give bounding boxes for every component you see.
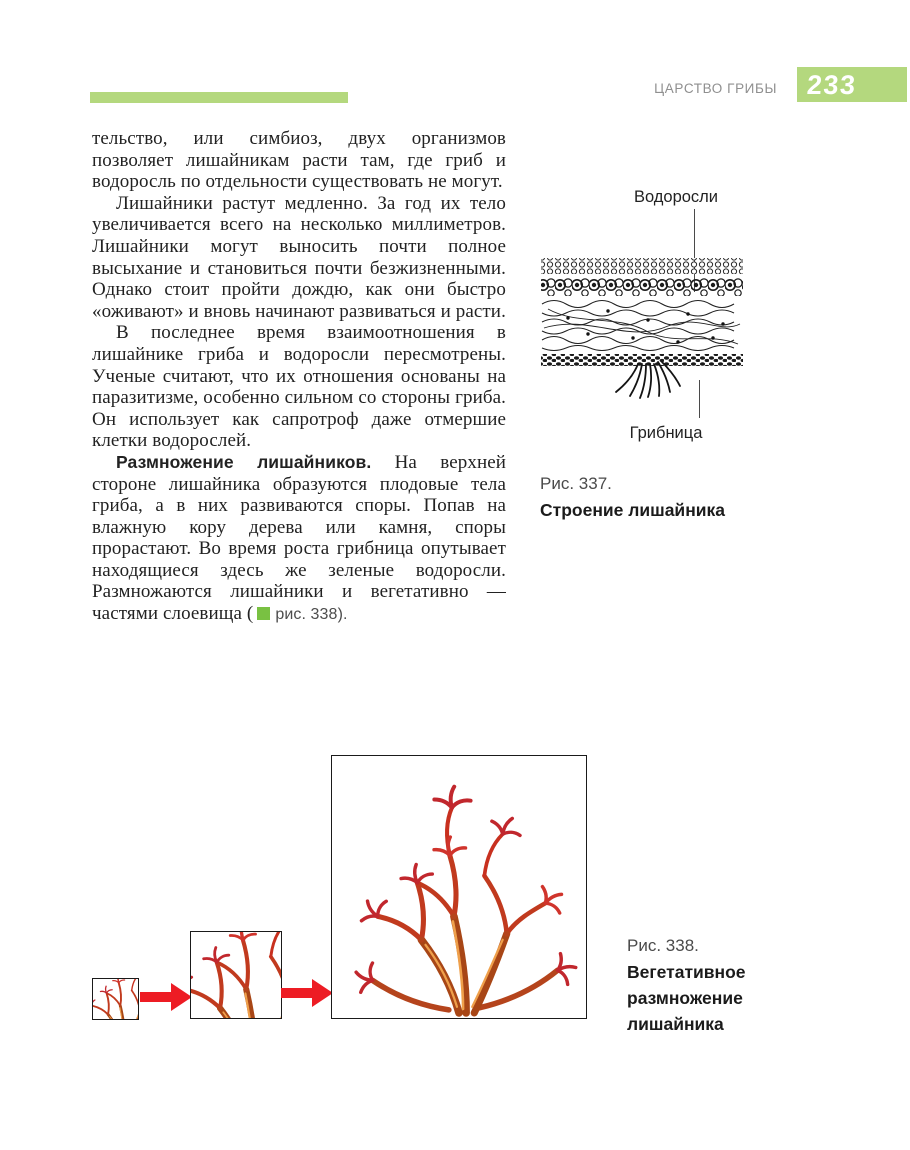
mycelium-label: Грибница bbox=[629, 424, 703, 442]
section-accent-bar bbox=[90, 92, 348, 103]
arrow-right-icon bbox=[140, 982, 192, 1012]
lichen-cross-section-illustration bbox=[538, 254, 748, 399]
running-head: ЦАРСТВО ГРИБЫ bbox=[654, 81, 777, 96]
caption-337-number: Рис. 337. bbox=[540, 474, 612, 493]
figure-reference-close: ). bbox=[337, 606, 348, 624]
lichen-stage-medium bbox=[190, 931, 282, 1019]
lichen-fragment-small-illustration bbox=[93, 979, 138, 1019]
figure-reference: рис. 338 bbox=[275, 606, 338, 624]
caption-338-number: Рис. 338. bbox=[627, 936, 699, 955]
arrow-right-icon bbox=[281, 978, 333, 1008]
lichen-stage-large bbox=[331, 755, 587, 1019]
text-column bbox=[92, 128, 506, 626]
paragraph-lead-bold: Размножение лишайников. bbox=[116, 451, 372, 472]
lichen-stage-small bbox=[92, 978, 139, 1020]
page-number: 233 bbox=[805, 70, 858, 100]
lichen-fragment-medium-illustration bbox=[191, 932, 281, 1018]
lichen-full-illustration bbox=[332, 756, 586, 1018]
page-number-box bbox=[797, 67, 907, 102]
paragraph-1: тельство, или симбиоз, двух организмов позволяет лишайникам расти там, где гриб и водоросль по отдельности существовать не могут. bbox=[92, 128, 506, 193]
paragraph-3: В последнее время взаимоотношения в лишайнике гриба и водоросли пересмотрены. Ученые считают, что их отношения основаны на паразитизме, особенно сильном со стороны гриба. Он использует как сапротроф даже отмершие клетки водорослей. bbox=[92, 322, 506, 452]
caption-337-title: Строение лишайника bbox=[540, 500, 726, 520]
paragraph-4 bbox=[92, 452, 506, 626]
paragraph-text: На верхней стороне лишайника образуются плодовые тела гриба, а в них развиваются споры. Попав на влажную кору дерева или камня, споры прорастают. Во время роста грибница опутывает находящиеся здесь же зеленые водоросли. Размножаются лишайники и вегетативно — частями слоевища ( bbox=[92, 451, 507, 625]
paragraph-2: Лишайники растут медленно. За год их тело увеличивается всего на несколько миллиметров. Лишайники могут выносить почти полное высыхание и становиться почти безжизненными. Однако стоит пройти дождю, как они быстро «оживают» и вновь начинают развиваться и расти. bbox=[92, 192, 506, 322]
figure-marker-icon bbox=[257, 607, 270, 620]
caption-338-title: Вегетативное размножение лишайника bbox=[627, 962, 746, 1034]
figure-338-caption bbox=[627, 933, 807, 1037]
pointer-line-mycelium bbox=[699, 380, 700, 418]
algae-label: Водоросли bbox=[633, 188, 719, 206]
figure-337-caption bbox=[540, 471, 725, 523]
